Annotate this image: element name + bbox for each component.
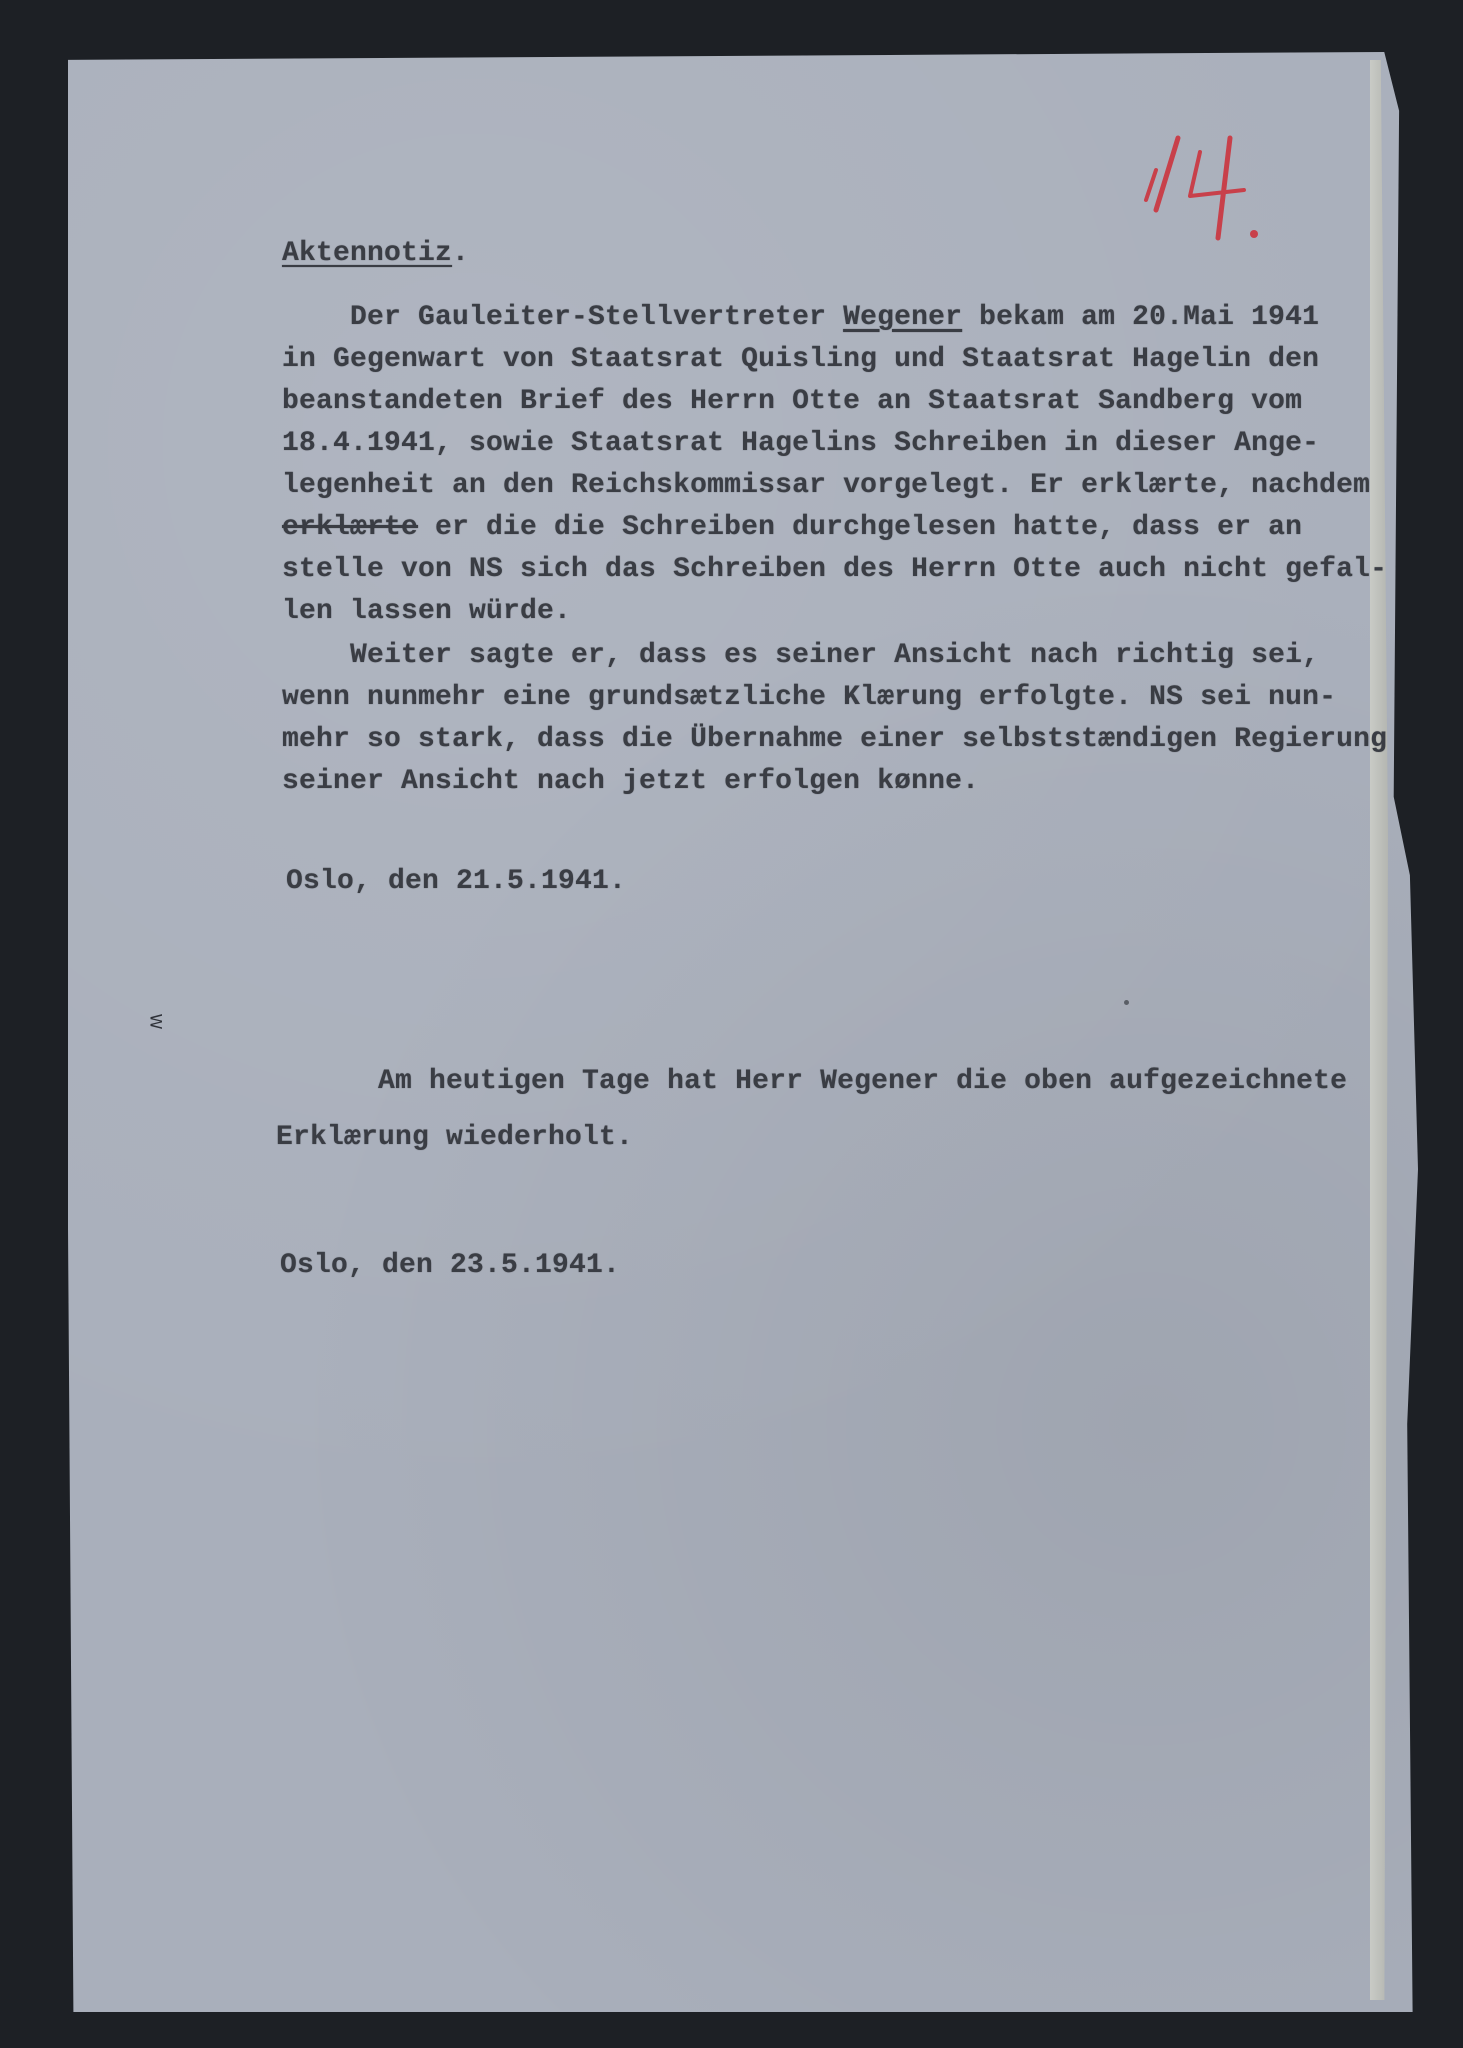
struck-through-word: erklærte xyxy=(282,512,419,543)
paragraph-1-line-7: stelle von NS sich das Schreiben des Herrn Otte auch nicht gefal- xyxy=(282,554,1388,585)
paragraph-2-line-2: wenn nunmehr eine grundsætzliche Klærung erfolgte. NS sei nun- xyxy=(282,682,1337,713)
paragraph-1-line-8: len lassen würde. xyxy=(282,596,572,627)
paragraph-1-line-1 xyxy=(282,302,1319,333)
margin-mark: W xyxy=(146,1013,166,1030)
line-segment: er die die Schreiben durchgelesen hatte, dass er an xyxy=(418,512,1303,543)
date-line-2: Oslo, den 23.5.1941. xyxy=(280,1250,621,1281)
paragraph-1-line-4: 18.4.1941, sowie Staatsrat Hagelins Schreiben in dieser Ange- xyxy=(282,428,1320,459)
paragraph-1-line-3: beanstandeten Brief des Herrn Otte an Staatsrat Sandberg vom xyxy=(282,386,1303,417)
line-segment: Der Gauleiter-Stellvertreter xyxy=(282,302,844,333)
paragraph-1-line-2: in Gegenwart von Staatsrat Quisling und Staatsrat Hagelin den xyxy=(282,344,1320,375)
paragraph-2-line-4: seiner Ansicht nach jetzt erfolgen kønne. xyxy=(282,766,980,797)
paper-speck xyxy=(1124,1000,1129,1005)
document-heading xyxy=(282,238,469,269)
underlined-name-wegener: Wegener xyxy=(843,302,963,333)
heading-period: . xyxy=(452,238,470,269)
paragraph-2-line-1: Weiter sagte er, dass es seiner Ansicht nach richtig sei, xyxy=(282,640,1320,671)
paragraph-3-line-2: Erklærung wiederholt. xyxy=(276,1122,634,1153)
paragraph-3-line-1: Am heutigen Tage hat Herr Wegener die oben aufgezeichnete xyxy=(276,1066,1348,1097)
folio-number-text: 14. xyxy=(1138,118,1140,119)
heading-text: Aktennotiz xyxy=(282,238,453,269)
line-segment: bekam am 20.Mai 1941 xyxy=(962,302,1320,333)
paragraph-1-line-6 xyxy=(282,512,1302,543)
paragraph-1-line-5: legenheit an den Reichskommissar vorgelegt. Er erklærte, nachdem xyxy=(282,470,1371,501)
paragraph-2-line-3: mehr so stark, dass die Übernahme einer selbststændigen Regierung xyxy=(282,724,1388,755)
folio-number-annotation xyxy=(1138,118,1268,248)
date-line-1: Oslo, den 21.5.1941. xyxy=(286,866,627,897)
